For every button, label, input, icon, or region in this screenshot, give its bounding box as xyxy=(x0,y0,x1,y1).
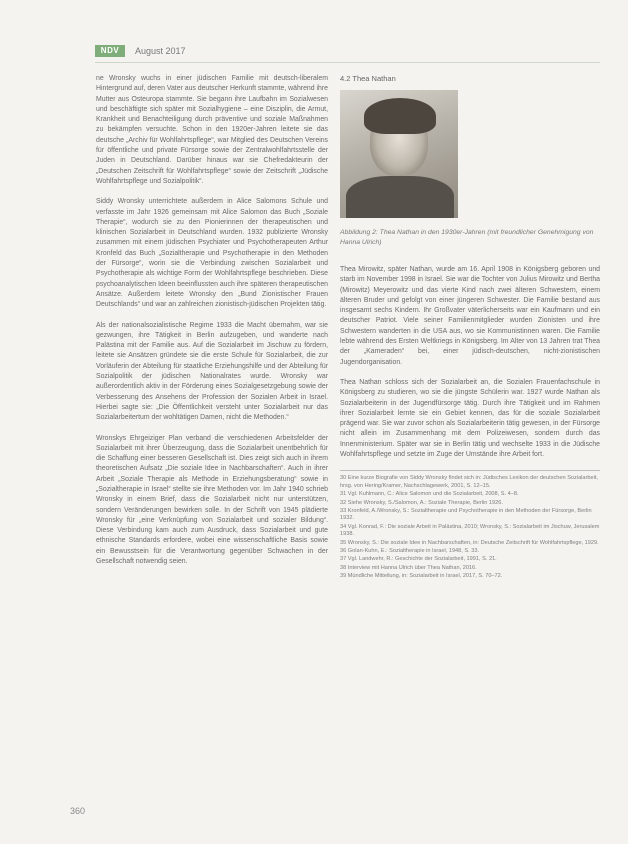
body-paragraph: Siddy Wronsky unterrichtete außerdem in Alice Salomons Schule und verfasste im Jahr 1926 gemeinsam mit Alice Salomon das Buch „Soziale Therapie“, wodurch sie zu den Pionierinnen der therapeutischen und klinischen Sozialarbeit in Deutschland wurden. 1932 publizierte Wronsky zusammen mit einem jüdischen Psychiater und Psychotherapeuten Arthur Kronfeld das Buch „Sozialtherapie und Psychotherapie in den Methoden der Fürsorge“, worin sie die Verbindung zwischen Sozialarbeit und Psychotherapie als wichtige Form der Wohlfahrtspflege beschrieben. Diese psychoanalytischen Ideen beeinflussten auch ihre späteren therapeutischen Ansätze. Außerdem leitete Wronsky den „Bund Zionistischer Frauen Deutschlands“ und war an zahlreichen zionistisch-jüdischen Projekten tätig. xyxy=(96,198,328,309)
header-divider xyxy=(95,62,600,63)
footnote: 30 Eine kurze Biografie von Siddy Wronsky findet sich in: Jüdisches Lexikon der deutschen Sozialarbeit, hrsg. von Hering/Kramer, Nachschlagewerk, 2001, S. 12–15. xyxy=(340,475,598,489)
body-paragraph: Wronskys Ehrgeiziger Plan verband die verschiedenen Arbeitsfelder der Sozialarbeit mit ihrer Überzeugung, dass die Sozialarbeit unentbehrlich für die Schaffung einer besseren Gesellschaft ist. Dies zeigt sich auch in ihrem theoretischen Aufsatz „Die soziale Idee in Nachbarschaften“. Auch in ihrer Arbeit „Soziale Therapie als Methode in Erziehungsberatung“ sowie in „Sozialtherapie in Israel“ stellte sie ihre Methoden vor. Im Jahr 1940 schrieb Wronsky in einem Brief, dass die Sozialarbeit nicht nur unterstützen, sondern Veränderungen bewirken solle. In der Schrift von 1945 plädierte Wronsky für „eine Verknüpfung von Sozialarbeit und sozialer Bildung“. Diese Verbindung kam auch zum Ausdruck, dass Sozialarbeit und gute ethnische Standards erfordere, wobei eine wissenschaftliche Basis sowie ein Bewusstsein für die Verantwortung gegenüber Schwachen in der Gesellschaft notwendig seien. xyxy=(96,434,328,566)
footnote: 34 Vgl. Konrad, F.: Die soziale Arbeit in Palästina, 2010; Wronsky, S.: Sozialarbeit im Jischuw, Jerusalem 1938. xyxy=(340,523,600,538)
body-paragraph: ne Wronsky wuchs in einer jüdischen Familie mit deutsch-liberalem Hintergrund auf, deren Vater aus deutscher Herkunft stammte, während ihre Mutter aus Osteuropa stammte. Sie begann ihre Laufbahn im Sozialwesen und beschäftigte sich später mit Sozialhygiene – eine Disziplin, die Armut, Krankheit und Benachteiligung durch präventive und soziale Maßnahmen zu bekämpfen versuchte. Schon in den 1920er-Jahren leitete sie das deutsche „Archiv für Wohlfahrtspflege“, war Mitglied des Deutschen Vereins für öffentliche und private Fürsorge sowie der Zentralwohlfahrtsstelle der Juden in Deutschland. Darüber hinaus war sie Chefredakteurin der „Deutschen Zeitschrift für Wohlfahrtspflege“ sowie der Zeitschrift „Jüdische Wohlfahrtspflege und Sozialpolitik“. xyxy=(96,75,328,185)
footnote: 38 Interview mit Hanna Ulrich über Thea Nathan, 2016. xyxy=(340,564,477,571)
footnote: 39 Mündliche Mitteilung, in: Sozialarbeit in Israel, 2017, S. 70–72. xyxy=(340,573,503,580)
body-paragraph: Als der nationalsozialistische Regime 1933 die Macht übernahm, war sie gezwungen, ihre Tätigkeit in Berlin aufzugeben, und wanderte nach Palästina mit der Familie aus. Auf die Sozialarbeit im Jischuw zu fördern, leitete sie Ansätzen gründete sie die erste Schule für Sozialarbeit, die zur Vorläuferin der Abteilung für staatliche Erziehungshilfe und der Abteilung für Sozialpolitik der jüdischen Nationalrates wurde. Wronsky war außerordentlich aktiv in der Förderung eines Sozialgesetzgebung sowie der Verbesserung des Ansehens der Profession der Sozialen Arbeit in Israel. Hierbei sagte sie: „Die Öffentlichkeit versteht unter Sozialarbeit nur das Sozialarbeitertum der wohltätigen Damen, nicht die Methoden.“ xyxy=(96,321,328,422)
photo-shoulders xyxy=(346,176,454,218)
body-paragraph: Thea Mirowitz, später Nathan, wurde am 16. April 1908 in Königsberg geboren und starb im November 1998 in Israel. Sie war die Tochter von Julius Mirowitz und Bertha (Mirowitz) Meyerowitz und das vierte Kind nach zwei älteren Schwestern, einem älteren Bruder und gefolgt von einer jüngeren Schwester. Die Familie bestand aus insgesamt sechs Kindern. Ihr Großvater väterlicherseits war ein Kaufmann und ein deutscher Patriot. Viele seiner Familienmitglieder wurden Zionisten und ihre Schwestern wanderten in die USA aus, wo sie Kommunistinnen waren. Die Familie lebte während des Ersten Weltkriegs in Königsberg. Im Alter von 13 Jahren trat Thea der „Kameraden“ bei, einer jüdisch-deutschen, nicht-zionistischen Jugendorganisation. xyxy=(340,266,600,366)
photo-hair xyxy=(364,98,436,134)
figure-caption: Abbildung 2: Thea Nathan in den 1930er-Jahren (mit freundlicher Genehmigung von Hanna Ulrich) xyxy=(340,229,594,246)
right-column xyxy=(340,74,600,582)
portrait-photo xyxy=(340,90,458,218)
footnote: 32 Siehe Wronsky, S./Salomon, A.: Soziale Therapie, Berlin 1926. xyxy=(340,499,503,506)
journal-badge: NDV xyxy=(95,45,125,57)
body-paragraph: Thea Nathan schloss sich der Sozialarbeit an, die Sozialen Frauenfachschule in Königsberg zu studieren, wo sie die jüngste Schülerin war. 1927 wurde Nathan als Sozialarbeiterin in der Jugendfürsorge tätig. Durch ihre Tätigkeit und im Rahmen ihrer Sozialarbeit lernte sie ein Gebiet kennen, das für die soziale Sozialarbeit prägend war. Sie war zuvor schon als Sozialarbeiterin tätig gewesen, in der Fürsorge nicht allein im Zusammenhang mit dem Polizeiwesen, sondern durch das Innenministerium. Später war sie in Berlin tätig und wechselte 1933 in die Jüdische Wohlfahrtspflege und setzte im Zuge der Umstände ihre Arbeit fort. xyxy=(340,378,600,459)
section-title: 4.2 Thea Nathan xyxy=(340,74,396,83)
page-number: 360 xyxy=(70,806,86,816)
footnote-divider xyxy=(340,470,600,471)
footnote: 36 Golan-Kuhn, E.: Sozialtherapie in Israel, 1948, S. 33. xyxy=(340,548,479,554)
left-column xyxy=(96,74,328,577)
footnote: 35 Wronsky, S.: Die soziale Idee in Nachbarschaften, in: Deutsche Zeitschrift für Wohlfahrtspflege, 1929. xyxy=(340,539,599,546)
footnote: 31 Vgl. Kuhlmann, C.: Alice Salomon und die Sozialarbeit, 2008, S. 4–8. xyxy=(340,491,519,498)
issue-label: August 2017 xyxy=(135,46,186,56)
page-header xyxy=(95,45,600,59)
footnote: 33 Kronfeld, A./Wronsky, S.: Sozialtherapie und Psychotherapie in den Methoden der Fürsorge, Berlin 1932. xyxy=(340,507,592,522)
footnote: 37 Vgl. Landwehr, R.: Geschichte der Sozialarbeit, 1991, S. 21. xyxy=(340,556,497,563)
